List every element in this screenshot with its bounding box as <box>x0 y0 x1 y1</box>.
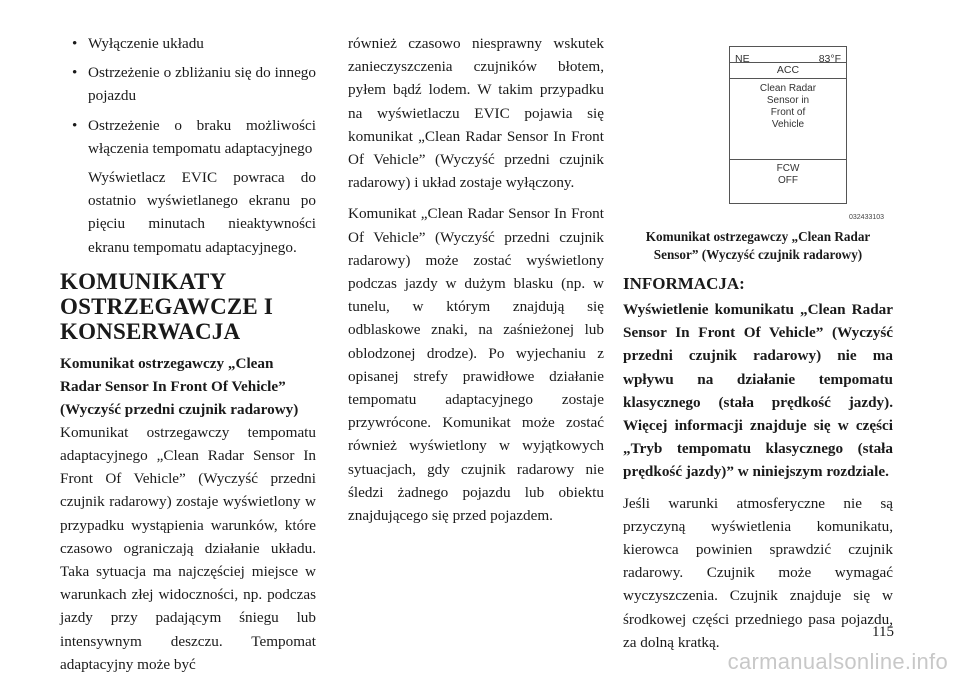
compass-heading: NE <box>735 53 750 65</box>
status-row <box>730 47 846 63</box>
fcw-status <box>730 160 846 187</box>
message-line: Vehicle <box>771 119 805 130</box>
column-3 <box>623 32 893 662</box>
warning-message <box>730 79 846 160</box>
body-paragraph: również czasowo niesprawny wskutek zanieczyszczenia czujników błotem, pyłem bądź lodem. W takim przypadku na wyświetlaczu EVIC pojawia się komunikat „Clean Radar Sensor In Front Of Vehicle” (Wyczyść przedni czujnik radarowy) i układ zostaje wyłączony. <box>348 35 604 192</box>
list-item: • Ostrzeżenie o braku możliwości włączenia tempomatu adaptacyjnego <box>60 114 316 160</box>
body-paragraph: Komunikat „Clean Radar Sensor In Front Of Vehicle” (Wyczyść przedni czujnik radarowy) może zostać wyświetlony podczas jazdy w dużym blasku (np. w tunelu, w którym znajdują się odblaskowe znaki, na zaśnieżonej lub oblodzonej drodze). Po wyjechaniu z opisanej strefy prawidłowe działanie tempomatu adaptacyjnego zostaje przywrócone. Komunikat może zostać również wyświetlony w wyjątkowych sytuacjach, gdy czujnik radarowy nie śledzi żadnego pojazdu lub obiektu znajdującego się przed pojazdem. <box>348 205 604 525</box>
list-item: • Ostrzeżenie o zbliżaniu się do innego pojazdu <box>60 61 316 107</box>
page-number: 115 <box>872 624 894 640</box>
fcw-line: FCW <box>776 163 800 174</box>
column-2 <box>348 32 604 535</box>
message-line: Sensor in <box>766 95 810 106</box>
evic-return-paragraph: Wyświetlacz EVIC powraca do ostatnio wyświetlanego ekranu po pięciu minutach nieaktywności ekranu tempomatu adaptacyjnego. <box>88 169 316 256</box>
acc-mode-label: ACC <box>730 63 846 79</box>
evic-display-screen <box>729 46 847 204</box>
evic-display-figure <box>623 32 893 221</box>
outside-temperature: 83°F <box>818 53 841 65</box>
body-paragraph: Komunikat ostrzegawczy tempomatu adaptacyjnego „Clean Radar Sensor In Front Of Vehicle” (Wyczyść przedni czujnik radarowy) zostaje wyświetlony w przypadku wystąpienia warunków, które czasowo ograniczają działanie układu. Taka sytuacja ma najczęściej miejsce w warunkach złej widoczności, np. podczas jazdy przy padającym śniegu lub intensywnym deszczu. Tempomat adaptacyjny może być <box>60 423 316 673</box>
subsection-heading: Komunikat ostrzegawczy „Clean Radar Sensor In Front Of Vehicle” (Wyczyść przedni czujnik radarowy) <box>60 354 299 418</box>
column-1 <box>60 32 316 684</box>
body-paragraph: Jeśli warunki atmosferyczne nie są przyczyną wyświetlenia komunikatu, kierowca powinien sprawdzić czujnik radarowy. Czujnik może wymagać wyczyszczenia. Czujnik znajduje się w środkowej części przedniego pasa pojazdu, za dolną kratką. <box>623 494 893 651</box>
watermark: carmanualsonline.info <box>727 649 948 674</box>
fcw-line: OFF <box>778 175 798 186</box>
figure-caption: Komunikat ostrzegawczy „Clean Radar Sensor” (Wyczyść czujnik radarowy) <box>645 229 871 262</box>
bullet-list <box>60 32 316 160</box>
message-line: Clean Radar <box>759 83 817 94</box>
info-paragraph: Wyświetlenie komunikatu „Clean Radar Sensor In Front Of Vehicle” (Wyczyść przedni czujnik radarowy) nie ma wpływu na działanie tempomatu klasycznego (stała prędkość jazdy). Więcej informacji znajduje się w części „Tryb tempomatu klasycznego (stała prędkość jazdy)” w niniejszym rozdziale. <box>623 301 893 481</box>
section-heading: KOMUNIKATY OSTRZEGAWCZE I KONSERWACJA <box>60 268 274 344</box>
list-item: • Wyłączenie układu <box>60 32 316 55</box>
message-line: Front of <box>770 107 806 118</box>
figure-id: 032433103 <box>849 214 885 221</box>
info-heading: INFORMACJA: <box>623 274 745 293</box>
